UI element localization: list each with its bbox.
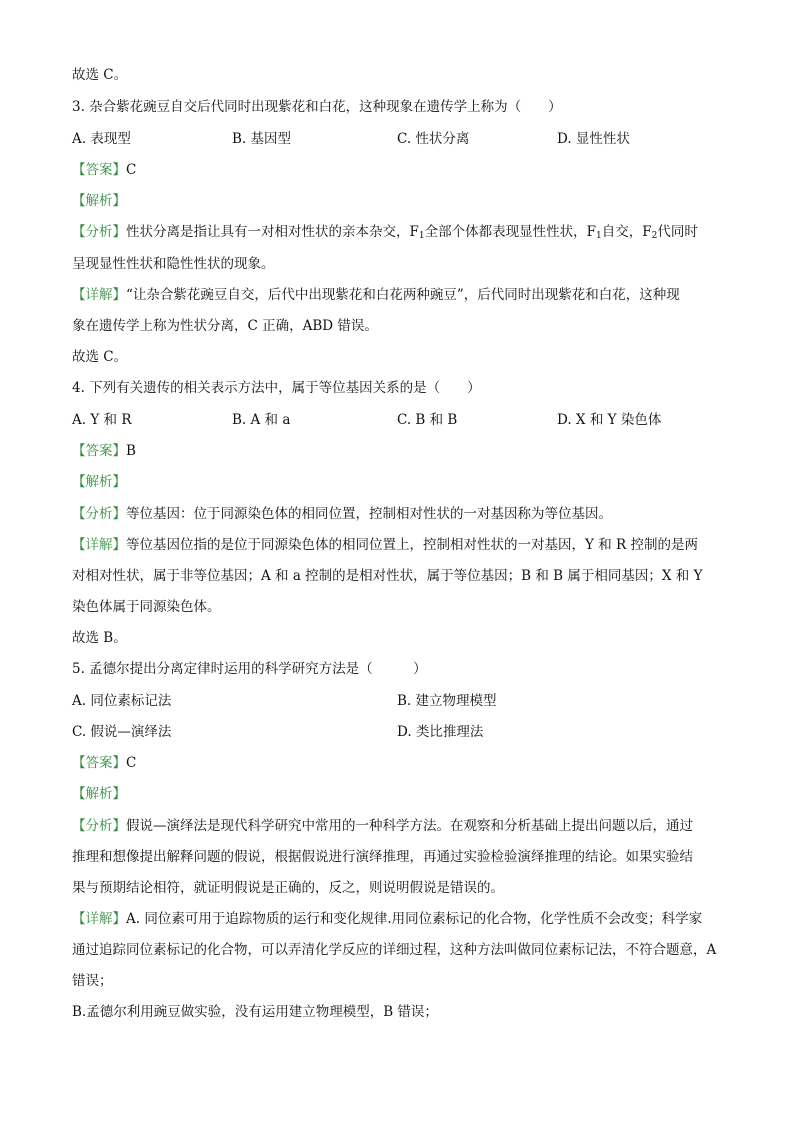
answer-tag: 【答案】	[72, 443, 126, 459]
subscript: 1	[595, 231, 602, 241]
q4-option-b: B. A 和 a	[232, 412, 291, 428]
q5-option-a: A. 同位素标记法	[72, 693, 172, 709]
fenxi-tag: 【分析】	[72, 818, 126, 834]
q3-option-b: B. 基因型	[232, 131, 292, 147]
fenxi-text-c: 自交，F	[601, 224, 652, 240]
q5-answer-line	[72, 753, 136, 773]
q3-fenxi-line-2: 呈现显性性状和隐性性状的现象。	[72, 256, 275, 272]
q4-xiangjie-line-3: 染色体属于同源染色体。	[72, 599, 221, 615]
answer-value: C	[126, 162, 137, 178]
analysis-tag: 【解析】	[72, 474, 126, 490]
answer-tag: 【答案】	[72, 755, 126, 771]
q3-conclusion: 故选 C。	[72, 349, 128, 365]
q5-xiangjie-line-2: 通过追踪同位素标记的化合物，可以弄清化学反应的详细过程，这种方法叫做同位素标记法，不符合题意，A	[72, 942, 717, 958]
q5-option-d: D. 类比推理法	[397, 724, 484, 740]
fenxi-text-d: 代同时	[657, 224, 698, 240]
q3-answer-line	[72, 160, 136, 180]
answer-value: C	[126, 755, 137, 771]
question-4-stem: 4. 下列有关遗传的相关表示方法中，属于等位基因关系的是（ ）	[72, 380, 481, 396]
xiangjie-tag: 【详解】	[72, 287, 126, 303]
q4-option-c: C. B 和 B	[397, 412, 458, 428]
q5-xiangjie-line-1	[72, 909, 702, 929]
q5-xiangjie-line-4: B.孟德尔利用豌豆做实验，没有运用建立物理模型，B 错误；	[72, 1004, 438, 1020]
question-5-stem: 5. 孟德尔提出分离定律时运用的科学研究方法是（ ）	[72, 661, 427, 677]
q3-option-a: A. 表现型	[72, 131, 131, 147]
q3-xiangjie-line-1	[72, 285, 680, 305]
q5-fenxi-line-3: 果与预期结论相符，就证明假说是正确的，反之，则说明假说是错误的。	[72, 880, 504, 896]
q3-analysis-tag	[72, 191, 126, 211]
xiangjie-tag: 【详解】	[72, 911, 126, 927]
q4-analysis-tag	[72, 472, 126, 492]
q4-xiangjie-line-1	[72, 535, 698, 555]
question-3-stem: 3. 杂合紫花豌豆自交后代同时出现紫花和白花，这种现象在遗传学上称为（ ）	[72, 99, 562, 115]
xiangjie-text: “让杂合紫花豌豆自交，后代中出现紫花和白花两种豌豆”，后代同时出现紫花和白花，这种现	[126, 287, 680, 303]
answer-value: B	[126, 443, 136, 459]
q4-option-d: D. X 和 Y 染色体	[557, 412, 662, 428]
xiangjie-tag: 【详解】	[72, 537, 126, 553]
q5-fenxi-line-2: 推理和想像提出解释问题的假说，根据假说进行演绎推理，再通过实验检验演绎推理的结论。如果实验结	[72, 849, 693, 865]
q3-fenxi-line-1	[72, 222, 698, 246]
fenxi-text-a: 性状分离是指让具有一对相对性状的亲本杂交，F	[126, 224, 419, 240]
fenxi-tag: 【分析】	[72, 224, 126, 240]
q5-xiangjie-line-3: 错误；	[72, 973, 113, 989]
q3-option-d: D. 显性性状	[557, 131, 630, 147]
fenxi-text: 假说—演绎法是现代科学研究中常用的一种科学方法。在观察和分析基础上提出问题以后，通过	[126, 818, 693, 834]
q3-option-c: C. 性状分离	[397, 131, 470, 147]
subscript: 2	[651, 231, 658, 241]
fenxi-text-b: 全部个体都表现显性性状，F	[424, 224, 596, 240]
analysis-tag: 【解析】	[72, 193, 126, 209]
analysis-tag: 【解析】	[72, 786, 126, 802]
q4-answer-line	[72, 441, 136, 461]
subscript: 1	[418, 231, 425, 241]
fenxi-text: 等位基因：位于同源染色体的相同位置，控制相对性状的一对基因称为等位基因。	[126, 506, 612, 522]
q4-xiangjie-line-2: 对相对性状，属于非等位基因；A 和 a 控制的是相对性状，属于等位基因；B 和 B 属于相同基因；X 和 Y	[72, 568, 703, 584]
answer-tag: 【答案】	[72, 162, 126, 178]
q5-option-b: B. 建立物理模型	[397, 693, 497, 709]
q4-fenxi-line-1	[72, 504, 612, 524]
q5-fenxi-line-1	[72, 816, 693, 836]
q4-conclusion: 故选 B。	[72, 630, 127, 646]
q3-xiangjie-line-2: 象在遗传学上称为性状分离，C 正确，ABD 错误。	[72, 318, 378, 334]
q5-option-c: C. 假说—演绎法	[72, 724, 172, 740]
xiangjie-text: A. 同位素可用于追踪物质的运行和变化规律.用同位素标记的化合物，化学性质不会改变；科学家	[126, 911, 703, 927]
fenxi-tag: 【分析】	[72, 506, 126, 522]
conclusion-line: 故选 C。	[72, 67, 128, 83]
q5-analysis-tag	[72, 784, 126, 804]
q4-option-a: A. Y 和 R	[72, 412, 132, 428]
xiangjie-text: 等位基因位指的是位于同源染色体的相同位置上，控制相对性状的一对基因，Y 和 R 控制的是两	[126, 537, 698, 553]
